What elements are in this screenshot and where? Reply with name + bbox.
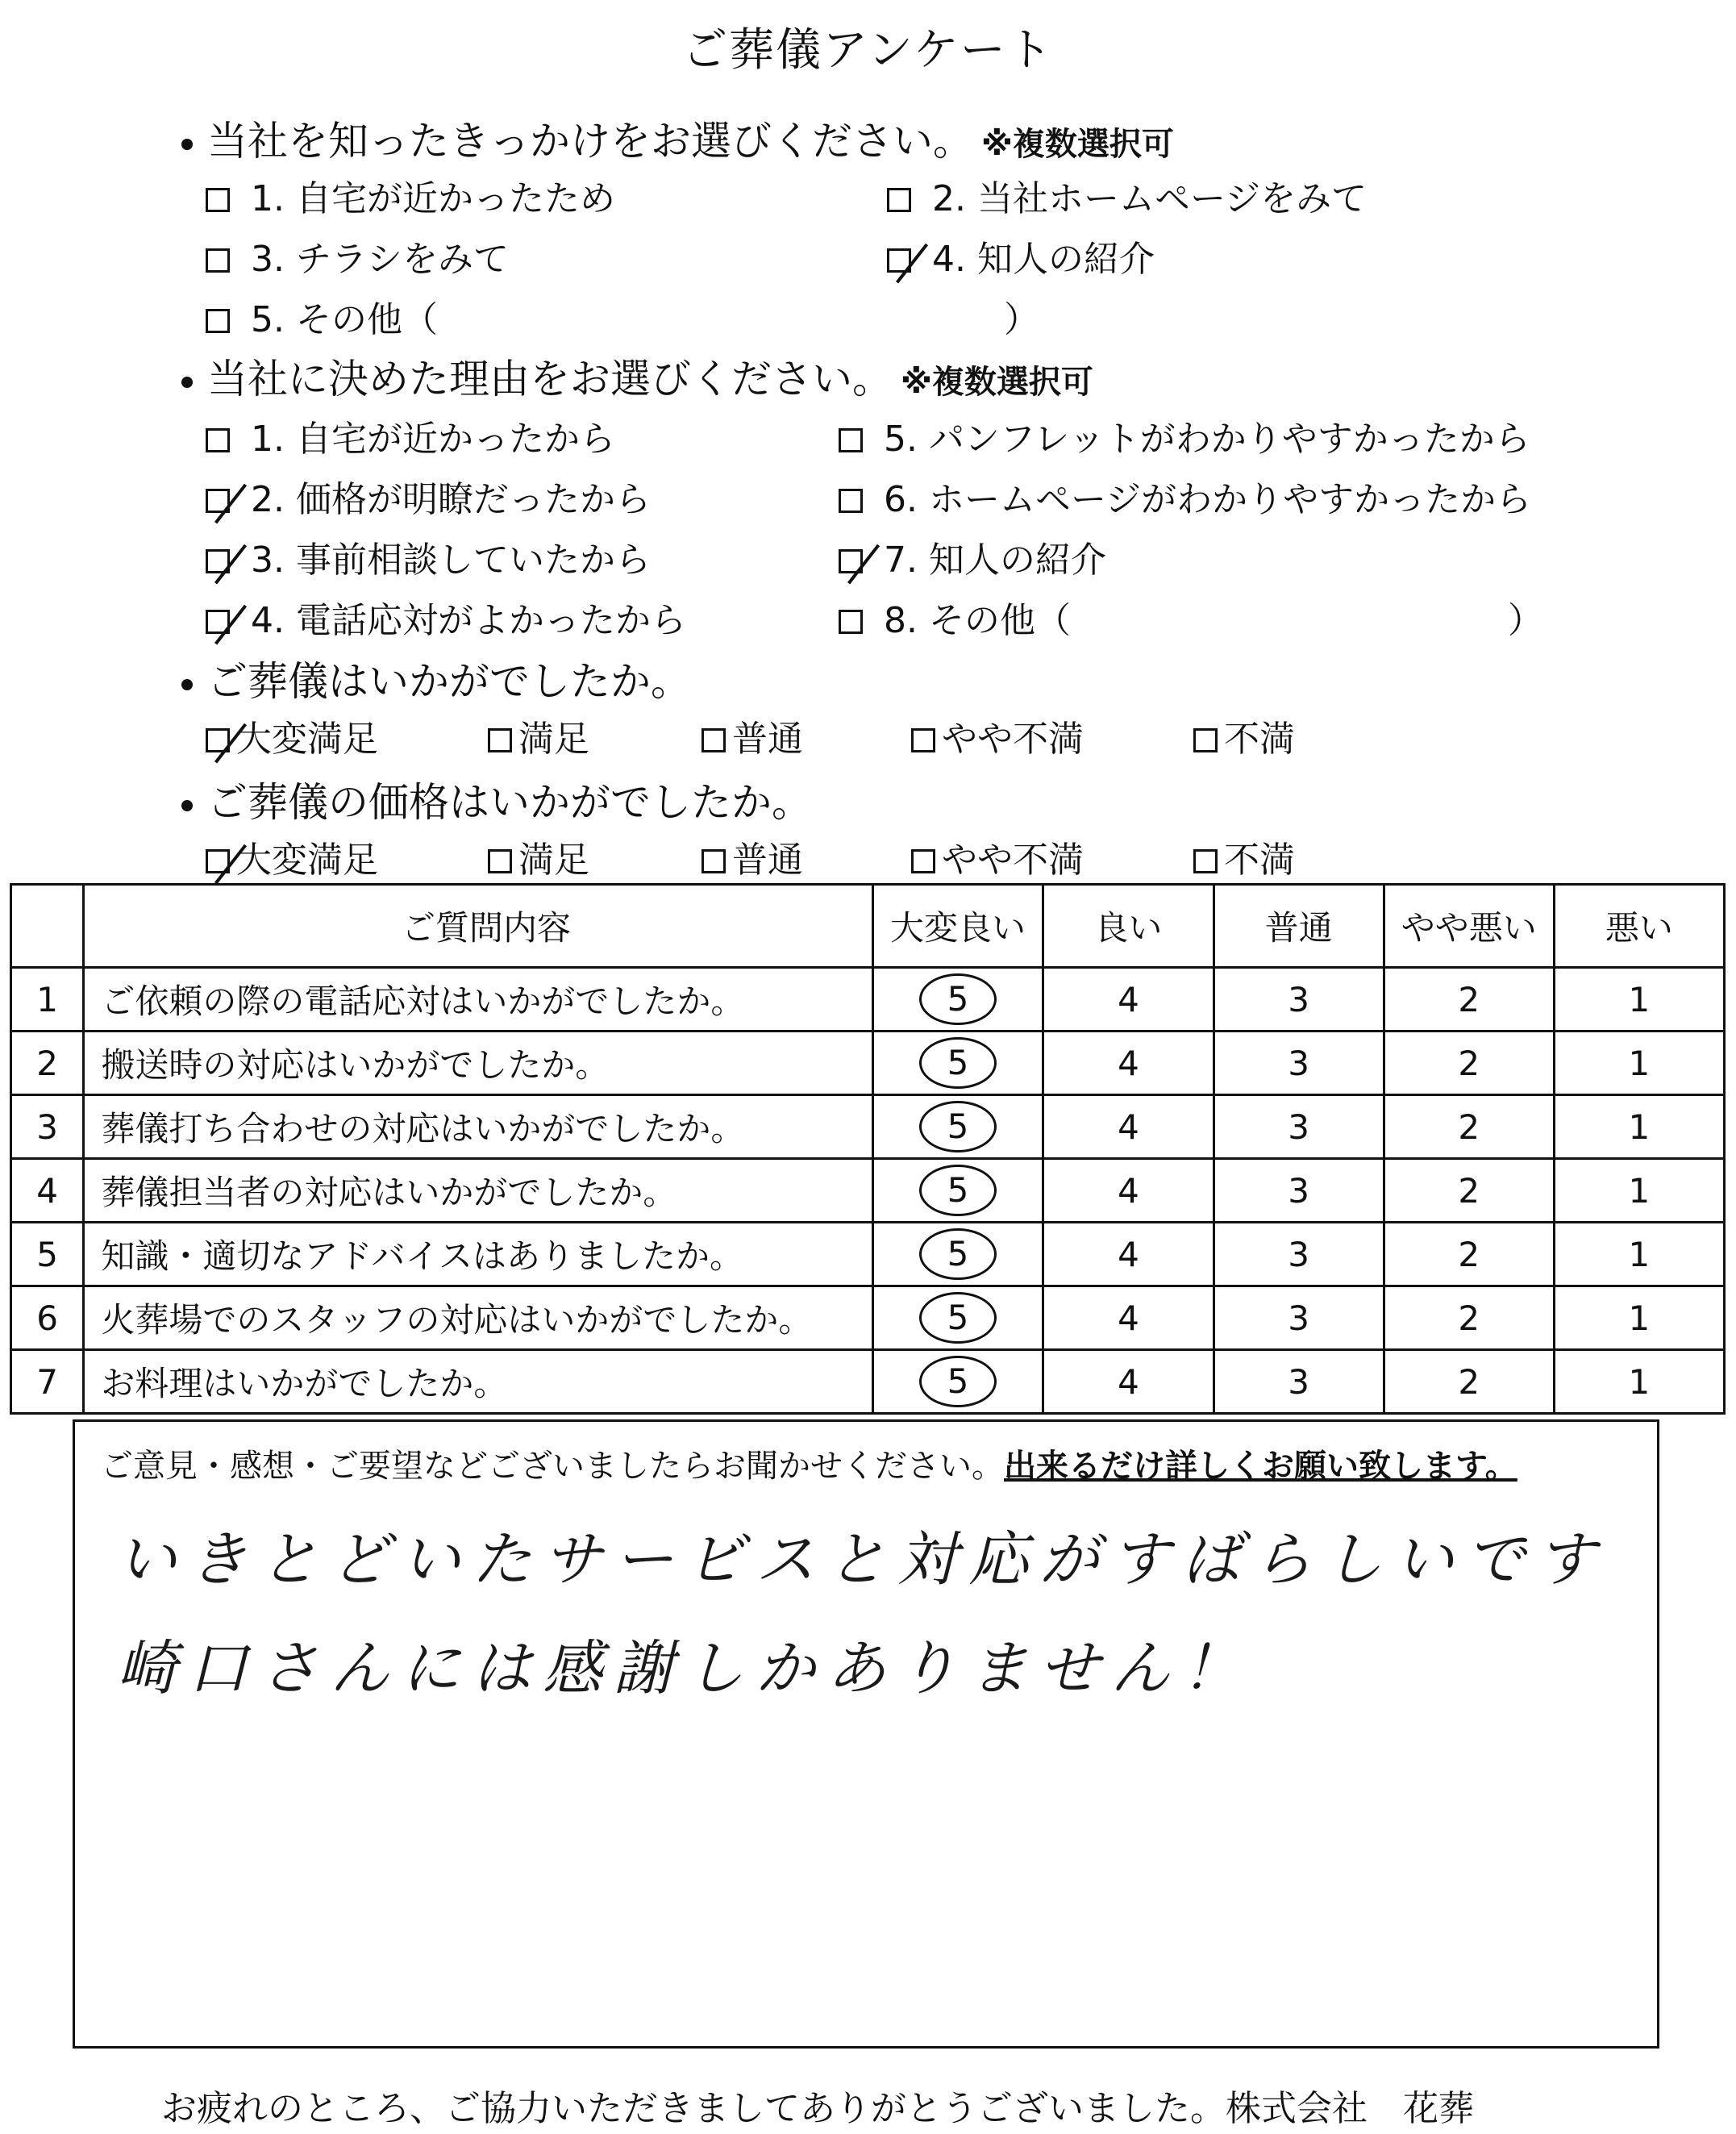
header-scale-4: 良い [1043,885,1214,968]
rating-value: 2 [1458,1107,1480,1147]
q3-option-1[interactable] [206,710,378,761]
header-question: ご質問内容 [84,885,872,968]
table-row [11,968,1725,1032]
table-row [11,1223,1725,1286]
checkbox[interactable] [488,728,512,752]
q1-option-1[interactable] [206,169,615,221]
rating-cell-3[interactable] [1214,1032,1384,1095]
option-label: 不満 [1224,840,1295,881]
rating-cell-5[interactable] [872,1350,1043,1414]
row-number: 4 [11,1159,84,1223]
checkbox[interactable] [206,188,230,212]
option-number: 4. [251,600,285,641]
rating-cell-5[interactable] [872,1286,1043,1350]
q4-heading [181,770,812,828]
bullet-icon [181,679,193,690]
option-number: 8. [884,600,918,641]
q3-option-4[interactable] [911,710,1084,761]
rating-value: 2 [1458,1234,1480,1274]
q1-option-5[interactable] [206,290,438,342]
rating-cell-4[interactable] [1043,1223,1214,1286]
header-scale-3: 普通 [1214,885,1384,968]
circled-rating: 5 [919,1228,997,1280]
option-number: 3. [251,540,285,581]
row-number: 7 [11,1350,84,1414]
q2-option-2[interactable] [206,470,651,522]
rating-cell-1[interactable] [1554,968,1724,1032]
rating-cell-2[interactable] [1384,1223,1554,1286]
option-label: 自宅が近かったため [295,178,615,219]
option-label: やや不満 [942,840,1084,881]
comment-line-1: いきとどいたサービスと対応がすばらしいです [117,1525,1607,1594]
rating-value: 2 [1458,1298,1480,1338]
q1-option-3[interactable] [206,230,509,281]
q2-heading-text: 当社に決めた理由をお選びください。 [207,356,893,402]
row-number: 6 [11,1286,84,1350]
rating-value: 3 [1288,1170,1309,1211]
row-question: 葬儀打ち合わせの対応はいかがでしたか。 [84,1095,872,1159]
rating-cell-5[interactable] [872,1032,1043,1095]
checkbox[interactable] [206,309,230,333]
q4-option-5[interactable] [1193,831,1295,882]
q1-option-4[interactable] [887,230,1155,281]
q3-heading [181,649,691,707]
option-label: 満足 [518,719,589,760]
bullet-icon [181,377,193,388]
option-number: 5. [251,299,285,340]
option-number: 4. [932,239,966,280]
q4-option-1[interactable] [206,831,378,882]
q2-option-4[interactable] [206,591,686,643]
q2-option-3[interactable] [206,531,651,582]
q4-option-2[interactable] [488,831,589,882]
rating-cell-5[interactable] [872,1095,1043,1159]
row-question: 火葬場でのスタッフの対応はいかがでしたか。 [84,1286,872,1350]
rating-value: 1 [1628,1107,1651,1147]
rating-value: 2 [1458,1043,1480,1083]
checkbox[interactable] [839,428,863,452]
q4-heading-text: ご葬儀の価格はいかがでしたか。 [207,779,812,826]
q1-heading-text: 当社を知ったきっかけをお選びください。 [207,118,973,165]
option-label: 知人の紹介 [928,540,1106,581]
circled-rating: 5 [919,973,997,1025]
option-number: 6. [884,479,918,520]
checkbox[interactable] [206,248,230,273]
rating-value: 1 [1628,1043,1651,1083]
checkbox[interactable] [911,849,935,873]
option-label: ホームページがわかりやすかったから [928,479,1532,520]
checkbox[interactable] [839,610,863,634]
rating-cell-2[interactable] [1384,968,1554,1032]
rating-cell-4[interactable] [1043,1159,1214,1223]
rating-value: 3 [1288,1043,1309,1083]
rating-value: 4 [1118,1234,1139,1274]
option-number: 2. [251,479,285,520]
option-label: 満足 [518,840,589,881]
bullet-icon [181,139,193,150]
header-number [11,885,84,968]
q4-option-3[interactable] [701,831,803,882]
rating-value: 2 [1458,1361,1480,1402]
rating-value: 2 [1458,979,1480,1019]
checkbox-checked[interactable] [206,489,230,513]
option-number: 5. [884,419,918,460]
rating-value: 3 [1288,1298,1309,1338]
row-question: 知識・適切なアドバイスはありましたか。 [84,1223,872,1286]
checkbox-checked[interactable] [206,610,230,634]
q4-option-4[interactable] [911,831,1084,882]
option-label: 大変満足 [236,719,378,760]
rating-cell-3[interactable] [1214,1286,1384,1350]
circled-rating: 5 [919,1165,997,1216]
rating-value: 3 [1288,979,1309,1019]
q1-other-close: ） [1004,299,1039,340]
checkbox[interactable] [701,728,726,752]
rating-cell-5[interactable] [872,1159,1043,1223]
rating-value: 1 [1628,979,1651,1019]
rating-value: 4 [1118,1298,1139,1338]
option-label: やや不満 [942,719,1084,760]
checkbox[interactable] [839,489,863,513]
q2-option-7[interactable] [839,531,1106,582]
rating-value: 4 [1118,1107,1139,1147]
checkbox[interactable] [1193,849,1218,873]
rating-value: 1 [1628,1170,1651,1211]
comment-prompt [101,1440,1517,1486]
comment-prompt-emphasis: 出来るだけ詳しくお願い致します。 [1004,1448,1517,1485]
option-label: 自宅が近かったから [295,419,615,460]
checkbox-checked[interactable] [887,248,911,273]
q2-option-5[interactable] [839,410,1530,461]
rating-cell-3[interactable] [1214,968,1384,1032]
checkbox-checked[interactable] [839,549,863,573]
checkbox-checked[interactable] [206,849,230,873]
rating-table [10,883,1726,1415]
checkbox-checked[interactable] [206,549,230,573]
rating-cell-2[interactable] [1384,1095,1554,1159]
rating-value: 1 [1628,1234,1651,1274]
q1-option-2[interactable] [887,169,1367,221]
rating-cell-1[interactable] [1554,1223,1724,1286]
option-label: 不満 [1224,719,1295,760]
q2-option-1[interactable] [206,410,615,461]
q3-option-3[interactable] [701,710,803,761]
q3-heading-text: ご葬儀はいかがでしたか。 [207,658,691,705]
rating-cell-1[interactable] [1554,1286,1724,1350]
rating-cell-4[interactable] [1043,1095,1214,1159]
header-scale-5: 大変良い [872,885,1043,968]
row-number: 2 [11,1032,84,1095]
q2-option-6[interactable] [839,470,1531,522]
table-row [11,1286,1725,1350]
option-number: 1. [251,419,285,460]
rating-cell-1[interactable] [1554,1095,1724,1159]
circled-rating: 5 [919,1292,997,1344]
row-number: 1 [11,968,84,1032]
circled-rating: 5 [919,1356,997,1407]
row-question: 搬送時の対応はいかがでしたか。 [84,1032,872,1095]
rating-cell-4[interactable] [1043,1286,1214,1350]
rating-cell-3[interactable] [1214,1350,1384,1414]
q2-note: ※複数選択可 [901,364,1093,401]
circled-rating: 5 [919,1037,997,1089]
rating-cell-3[interactable] [1214,1095,1384,1159]
header-scale-2: やや悪い [1384,885,1554,968]
rating-value: 3 [1288,1234,1309,1274]
rating-cell-2[interactable] [1384,1350,1554,1414]
bullet-icon [181,800,193,811]
checkbox[interactable] [206,428,230,452]
rating-cell-1[interactable] [1554,1159,1724,1223]
option-label: パンフレットがわかりやすかったから [928,419,1530,460]
table-row [11,1032,1725,1095]
comment-prompt-text: ご意見・感想・ご要望などございましたらお聞かせください。 [101,1448,1004,1485]
option-label: その他（ [295,299,438,340]
option-label: 普通 [732,840,803,881]
rating-value: 1 [1628,1361,1651,1402]
option-number: 2. [932,178,966,219]
option-number: 3. [251,239,285,280]
rating-cell-1[interactable] [1554,1350,1724,1414]
rating-value: 2 [1458,1170,1480,1211]
comment-line-2: 崎口さんには感謝しかありません！ [117,1634,1252,1703]
rating-cell-2[interactable] [1384,1159,1554,1223]
checkbox[interactable] [911,728,935,752]
rating-value: 4 [1118,979,1139,1019]
table-header-row [11,885,1725,968]
rating-cell-3[interactable] [1214,1159,1384,1223]
row-number: 5 [11,1223,84,1286]
q2-heading [181,347,1093,405]
row-question: お料理はいかがでしたか。 [84,1350,872,1414]
option-label: 電話応対がよかったから [295,600,686,641]
checkbox[interactable] [887,188,911,212]
rating-cell-1[interactable] [1554,1032,1724,1095]
q1-heading [181,109,1174,167]
rating-cell-4[interactable] [1043,968,1214,1032]
option-number: 1. [251,178,285,219]
row-question: ご依頼の際の電話応対はいかがでしたか。 [84,968,872,1032]
row-question: 葬儀担当者の対応はいかがでしたか。 [84,1159,872,1223]
q3-option-2[interactable] [488,710,589,761]
circled-rating: 5 [919,1101,997,1152]
q1-note: ※複数選択可 [981,126,1174,163]
page-title: ご葬儀アンケート [682,24,1054,77]
option-label: 普通 [732,719,803,760]
q2-option-8[interactable] [839,591,1071,643]
q2-other-close: ） [1508,600,1543,641]
footer-thanks: お疲れのところ、ご協力いただきましてありがとうございました。株式会社 花葬 [161,2088,1474,2129]
rating-cell-4[interactable] [1043,1350,1214,1414]
table-row [11,1350,1725,1414]
option-label: 当社ホームページをみて [976,178,1368,219]
rating-cell-5[interactable] [872,1223,1043,1286]
option-label: 事前相談していたから [295,540,651,581]
option-label: 価格が明瞭だったから [295,479,651,520]
checkbox-checked[interactable] [206,728,230,752]
rating-cell-4[interactable] [1043,1032,1214,1095]
rating-cell-2[interactable] [1384,1032,1554,1095]
option-number: 7. [884,540,918,581]
rating-value: 3 [1288,1361,1309,1402]
option-label: チラシをみて [295,239,509,280]
header-scale-1: 悪い [1554,885,1724,968]
option-label: 大変満足 [236,840,378,881]
rating-value: 3 [1288,1107,1309,1147]
rating-cell-2[interactable] [1384,1286,1554,1350]
rating-value: 4 [1118,1170,1139,1211]
q3-option-5[interactable] [1193,710,1295,761]
checkbox[interactable] [701,849,726,873]
table-row [11,1095,1725,1159]
checkbox[interactable] [1193,728,1218,752]
rating-cell-3[interactable] [1214,1223,1384,1286]
rating-cell-5[interactable] [872,968,1043,1032]
rating-value: 1 [1628,1298,1651,1338]
row-number: 3 [11,1095,84,1159]
checkbox[interactable] [488,849,512,873]
rating-value: 4 [1118,1043,1139,1083]
rating-value: 4 [1118,1361,1139,1402]
table-row [11,1159,1725,1223]
option-label: 知人の紹介 [976,239,1155,280]
option-label: その他（ [928,600,1071,641]
